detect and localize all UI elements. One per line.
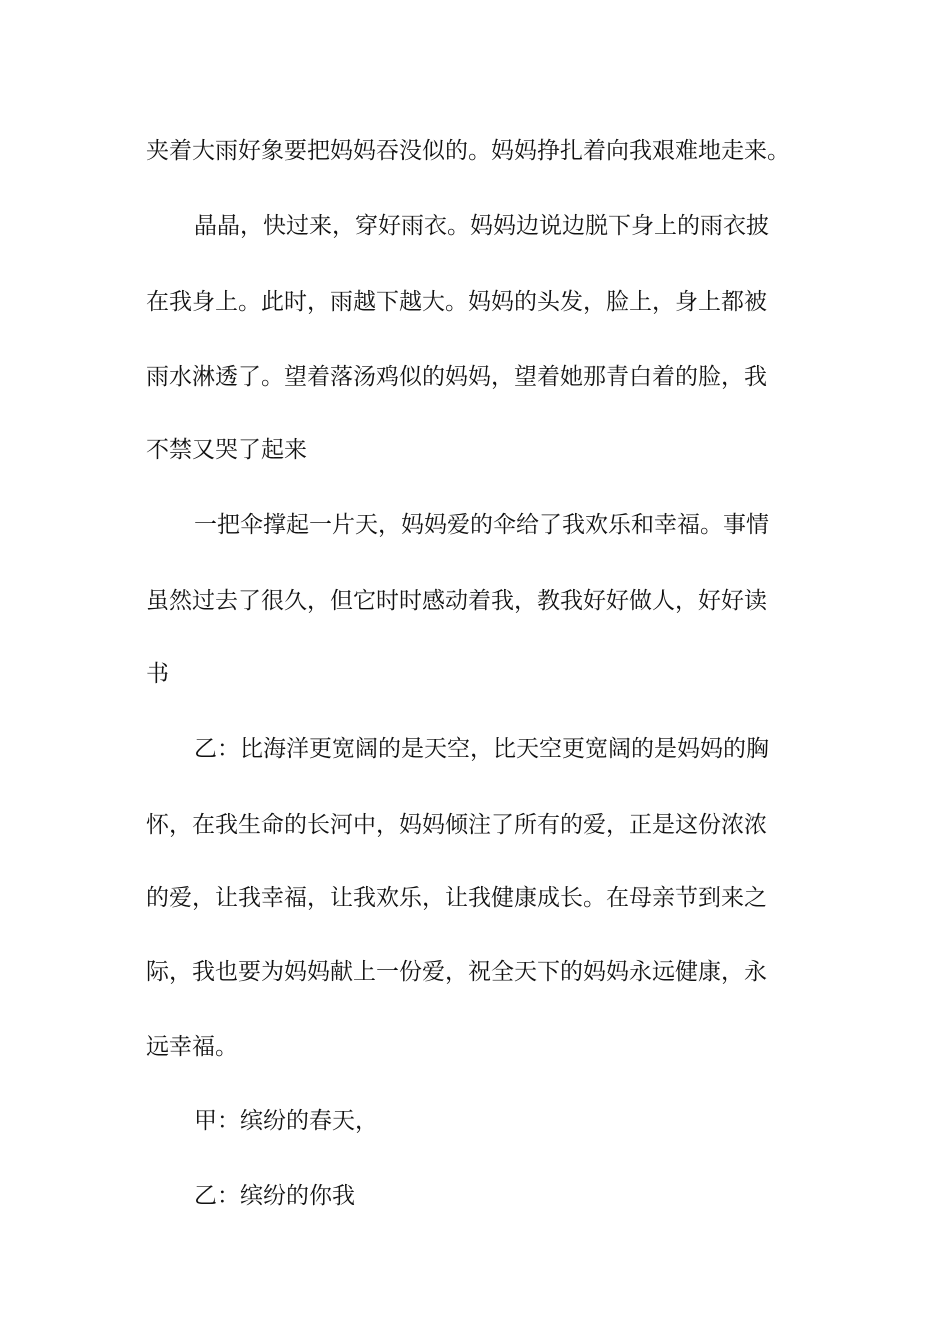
text-line: 晶晶，快过来，穿好雨衣。妈妈边说边脱下身上的雨衣披: [194, 213, 769, 239]
text-line: 在我身上。此时，雨越下越大。妈妈的头发，脸上，身上都被: [146, 289, 767, 315]
text-line: 远幸福。: [146, 1034, 238, 1060]
text-line: 际，我也要为妈妈献上一份爱，祝全天下的妈妈永远健康，永: [146, 959, 767, 985]
text-line: 书: [146, 661, 169, 687]
text-line: 夹着大雨好象要把妈妈吞没似的。妈妈挣扎着向我艰难地走来。: [146, 138, 790, 164]
text-line: 的爱，让我幸福，让我欢乐，让我健康成长。在母亲节到来之: [146, 885, 767, 911]
text-line: 乙：缤纷的你我: [194, 1183, 355, 1209]
text-line: 乙：比海洋更宽阔的是天空，比天空更宽阔的是妈妈的胸: [194, 736, 769, 762]
text-line: 雨水淋透了。望着落汤鸡似的妈妈，望着她那青白着的脸，我: [146, 364, 767, 390]
text-line: 甲：缤纷的春天，: [194, 1108, 378, 1134]
text-line: 一把伞撑起一片天，妈妈爱的伞给了我欢乐和幸福。事情: [194, 512, 769, 538]
text-line: 不禁又哭了起来: [146, 437, 307, 463]
text-line: 怀，在我生命的长河中，妈妈倾注了所有的爱，正是这份浓浓: [146, 812, 767, 838]
text-line: 虽然过去了很久，但它时时感动着我，教我好好做人，好好读: [146, 588, 767, 614]
